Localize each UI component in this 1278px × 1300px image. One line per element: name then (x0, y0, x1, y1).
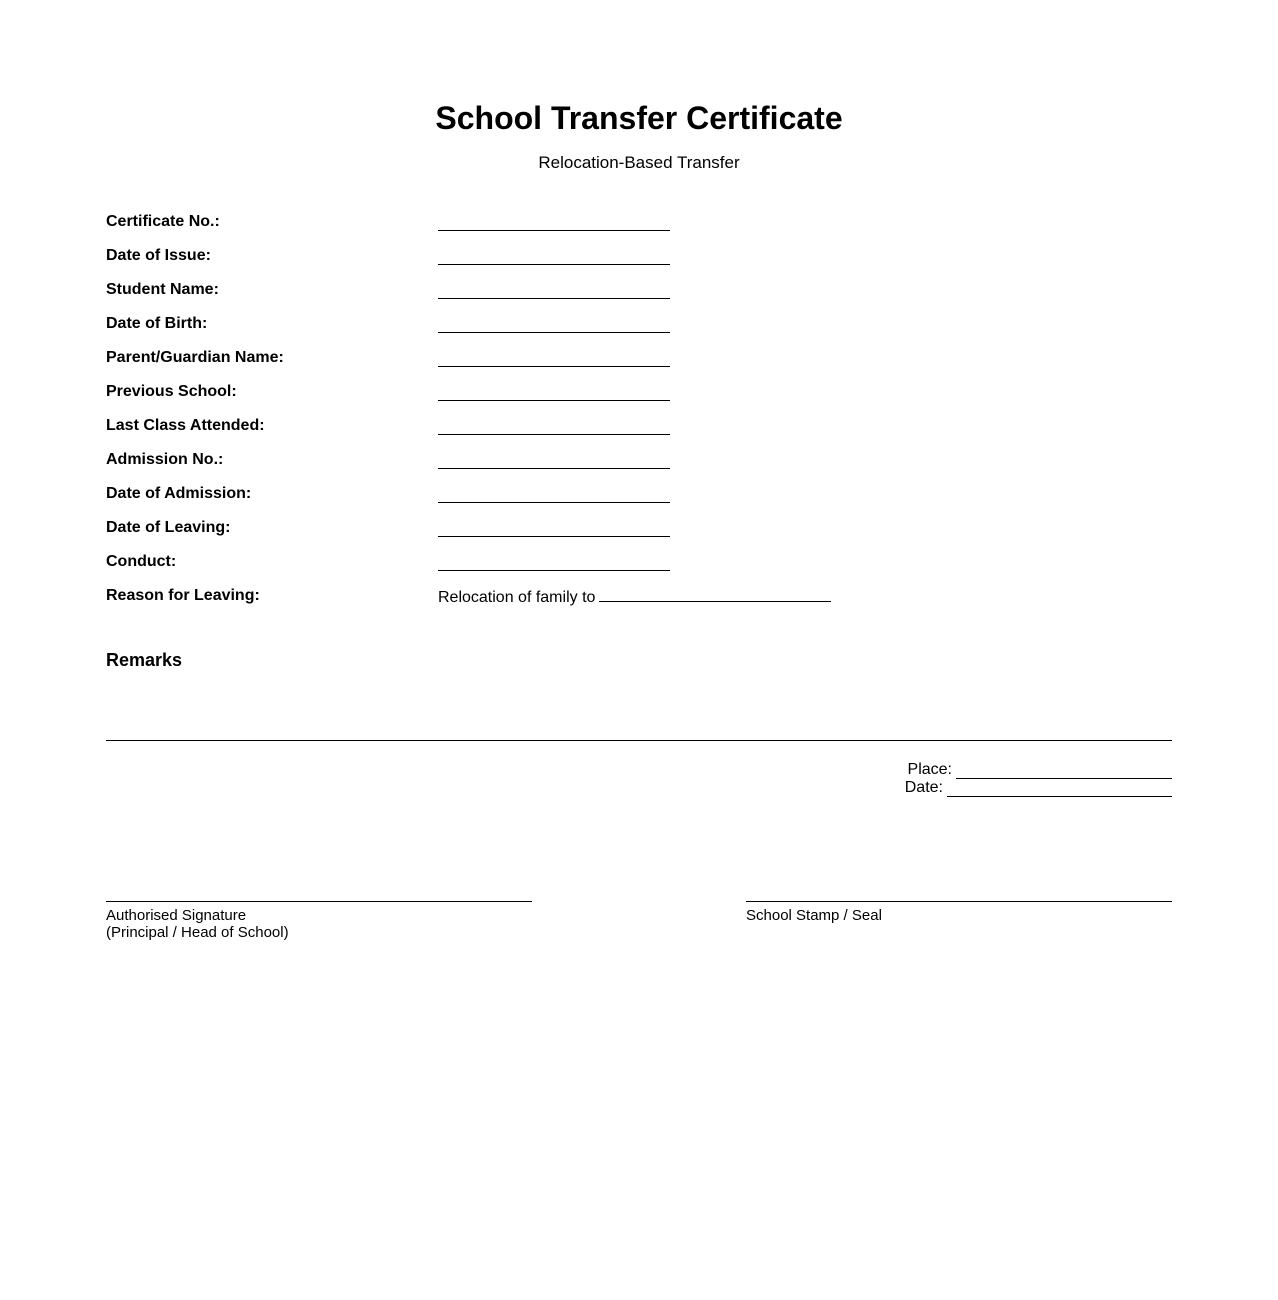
field-label: Date of Admission: (106, 485, 252, 502)
authorised-signature-role: (Principal / Head of School) (106, 924, 289, 941)
place-blank-line (956, 762, 1172, 779)
field-label: Previous School: (106, 383, 237, 400)
place-date-block (872, 761, 1172, 797)
stamp-line (746, 901, 1172, 902)
field-label: Admission No.: (106, 451, 224, 468)
field-reason-for-leaving (106, 584, 1172, 618)
field-conduct (106, 550, 1172, 584)
place-label: Place: (907, 761, 952, 778)
reason-text (438, 586, 831, 608)
field-parent-guardian-name (106, 346, 1172, 380)
field-blank-line (438, 536, 670, 537)
field-student-name (106, 278, 1172, 312)
field-label: Conduct: (106, 553, 177, 570)
authorised-signature-block (106, 901, 532, 941)
remarks-heading: Remarks (106, 650, 183, 670)
field-label: Date of Issue: (106, 247, 211, 264)
certificate-fields (106, 210, 1172, 618)
school-stamp-label: School Stamp / Seal (746, 907, 882, 924)
date-label: Date: (904, 779, 943, 796)
field-label: Parent/Guardian Name: (106, 349, 284, 366)
date-row (872, 779, 1172, 797)
reason-relocation-text: Relocation of family to (438, 589, 596, 606)
school-stamp-block (746, 901, 1172, 924)
field-label: Student Name: (106, 281, 219, 298)
field-label: Date of Leaving: (106, 519, 231, 536)
field-blank-line (438, 298, 670, 299)
certificate-subtitle: Relocation-Based Transfer (538, 153, 740, 172)
field-blank-line (438, 468, 670, 469)
field-blank-line (438, 434, 670, 435)
field-certificate-no (106, 210, 1172, 244)
field-date-of-birth (106, 312, 1172, 346)
field-last-class-attended (106, 414, 1172, 448)
place-row (872, 761, 1172, 779)
field-blank-line (438, 230, 670, 231)
field-blank-line (438, 332, 670, 333)
field-blank-line (438, 570, 670, 571)
field-blank-line (438, 264, 670, 265)
field-date-of-leaving (106, 516, 1172, 550)
field-date-of-issue (106, 244, 1172, 278)
signature-line (106, 901, 532, 902)
authorised-signature-label: Authorised Signature (106, 907, 247, 924)
relocation-destination-blank (599, 586, 831, 602)
field-blank-line (438, 366, 670, 367)
field-label: Reason for Leaving: (106, 587, 260, 604)
field-label: Certificate No.: (106, 213, 220, 230)
field-date-of-admission (106, 482, 1172, 516)
date-blank-line (947, 780, 1172, 797)
field-previous-school (106, 380, 1172, 414)
field-admission-no (106, 448, 1172, 482)
field-label: Last Class Attended: (106, 417, 265, 434)
field-label: Date of Birth: (106, 315, 208, 332)
remarks-line (106, 740, 1172, 741)
field-blank-line (438, 502, 670, 503)
field-blank-line (438, 400, 670, 401)
certificate-title: School Transfer Certificate (435, 100, 843, 136)
